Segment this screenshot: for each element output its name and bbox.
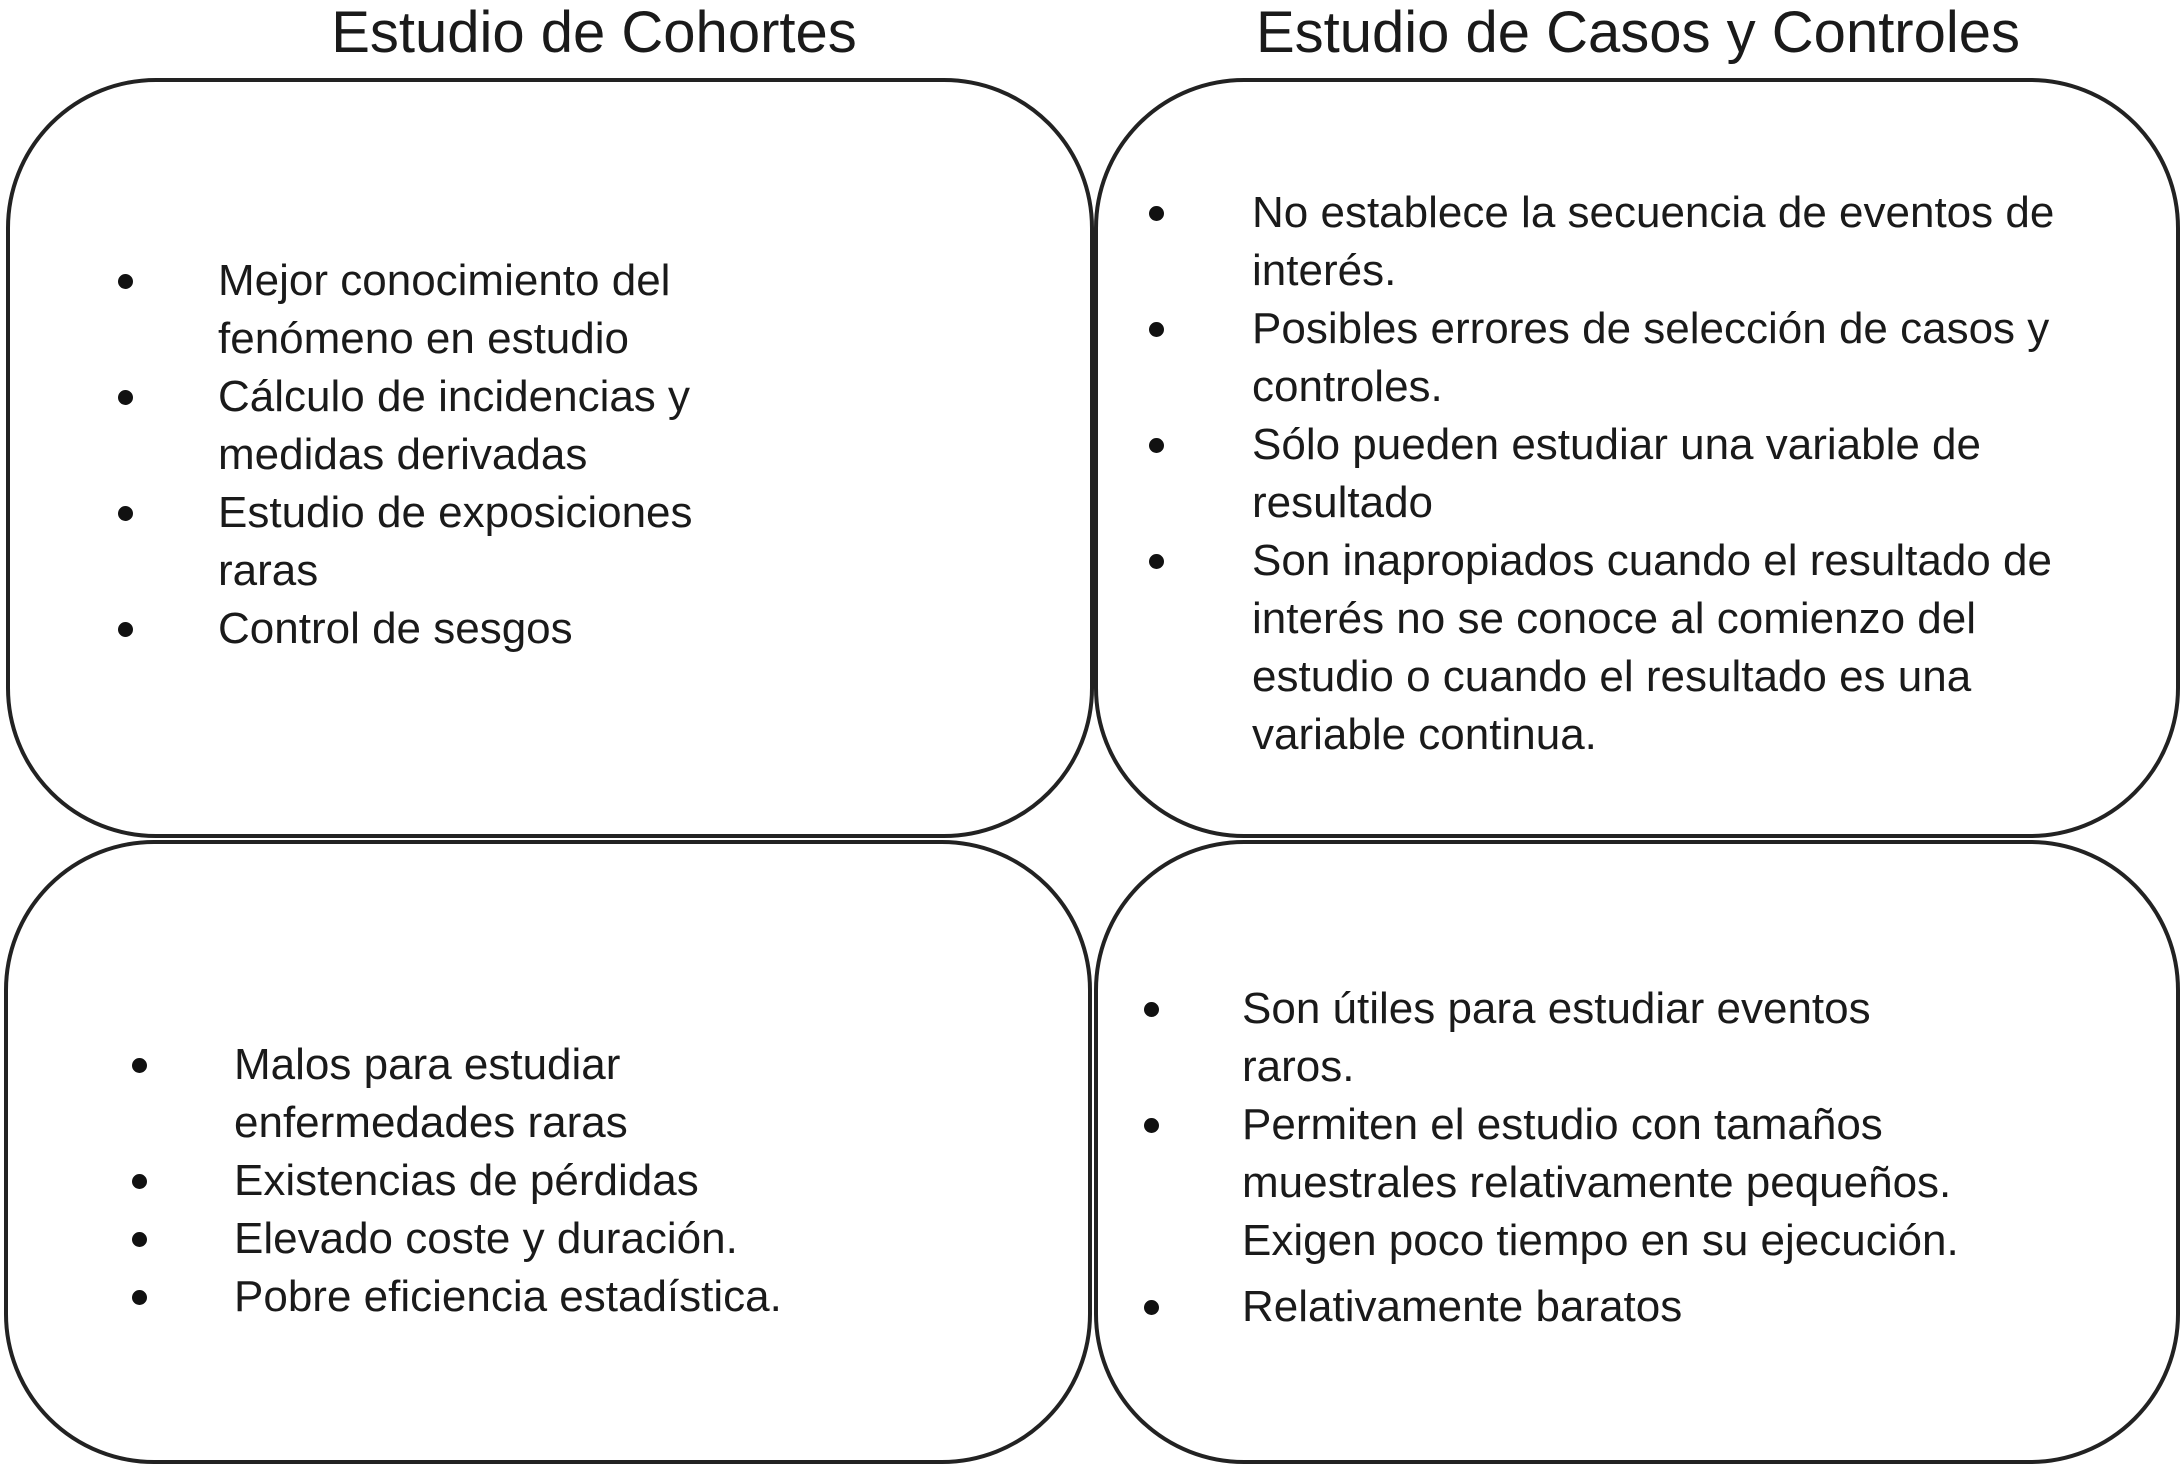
list-item: [234, 1036, 782, 1152]
bullet-dot-icon: [118, 274, 133, 289]
list-item: [218, 252, 693, 368]
list-item-line: raras: [218, 546, 319, 595]
bullet-dot-icon: [118, 506, 133, 521]
list-item-line: Son inapropiados cuando el resultado de: [1252, 536, 2052, 585]
bullet-dot-icon: [132, 1058, 147, 1073]
list-item-line: Estudio de exposiciones: [218, 488, 693, 537]
bullet-dot-icon: [1149, 322, 1164, 337]
list-item-line: Malos para estudiar: [234, 1040, 621, 1089]
list-item-line: resultado: [1252, 478, 1434, 527]
list-item-line: Mejor conocimiento del: [218, 256, 671, 305]
list-item-line: Control de sesgos: [218, 604, 573, 653]
list-item: [1252, 416, 2054, 532]
list-item-line: muestrales relativamente pequeños.: [1242, 1158, 1952, 1207]
list-item-line: interés no se conoce al comienzo del: [1252, 594, 1976, 643]
list-item-line: Cálculo de incidencias y: [218, 372, 691, 421]
bullet-dot-icon: [1144, 1118, 1159, 1133]
list-item-line: variable continua.: [1252, 710, 1597, 759]
bullet-dot-icon: [118, 390, 133, 405]
bullet-dot-icon: [1149, 554, 1164, 569]
list-item: [218, 368, 693, 484]
list-cohortes-bottom: [234, 1036, 782, 1326]
bullet-dot-icon: [132, 1290, 147, 1305]
list-item: [1252, 184, 2054, 300]
list-item-line: Elevado coste y duración.: [234, 1214, 738, 1263]
list-item: [1242, 1278, 1959, 1336]
bullet-dot-icon: [1144, 1300, 1159, 1315]
list-item-line: Relativamente baratos: [1242, 1282, 1683, 1331]
list-item: [234, 1152, 782, 1210]
bullet-dot-icon: [132, 1174, 147, 1189]
column-title-casos-controles: Estudio de Casos y Controles: [1255, 0, 2021, 65]
list-item-line: Pobre eficiencia estadística.: [234, 1272, 782, 1321]
bullet-dot-icon: [132, 1232, 147, 1247]
list-item-line: medidas derivadas: [218, 430, 588, 479]
list-item-line: raros.: [1242, 1042, 1355, 1091]
list-item-line: Permiten el estudio con tamaños: [1242, 1100, 1883, 1149]
list-item: [218, 484, 693, 600]
bullet-dot-icon: [1144, 1002, 1159, 1017]
list-casos-top: [1252, 184, 2054, 764]
list-item: [1242, 1096, 1959, 1270]
list-item-line: Son útiles para estudiar eventos: [1242, 984, 1871, 1033]
list-item-line: estudio o cuando el resultado es una: [1252, 652, 1972, 701]
list-item-line: enfermedades raras: [234, 1098, 628, 1147]
list-item-line: Exigen poco tiempo en su ejecución.: [1242, 1216, 1959, 1265]
list-item: [234, 1210, 782, 1268]
list-item: [218, 600, 693, 658]
list-item: [1252, 532, 2054, 764]
list-item-line: Existencias de pérdidas: [234, 1156, 699, 1205]
bullet-dot-icon: [1149, 206, 1164, 221]
list-cohortes-top: [218, 252, 693, 658]
list-item-line: fenómeno en estudio: [218, 314, 629, 363]
list-item: [1252, 300, 2054, 416]
list-item: [1242, 980, 1959, 1096]
column-title-cohortes: Estudio de Cohortes: [331, 0, 857, 65]
list-item-line: Sólo pueden estudiar una variable de: [1252, 420, 1981, 469]
list-item-line: interés.: [1252, 246, 1397, 295]
bullet-dot-icon: [1149, 438, 1164, 453]
bullet-dot-icon: [118, 622, 133, 637]
list-casos-bottom: [1242, 980, 1959, 1336]
list-item-line: Posibles errores de selección de casos y: [1252, 304, 2050, 353]
list-item: [234, 1268, 782, 1326]
list-item-line: controles.: [1252, 362, 1443, 411]
list-item-line: No establece la secuencia de eventos de: [1252, 188, 2055, 237]
